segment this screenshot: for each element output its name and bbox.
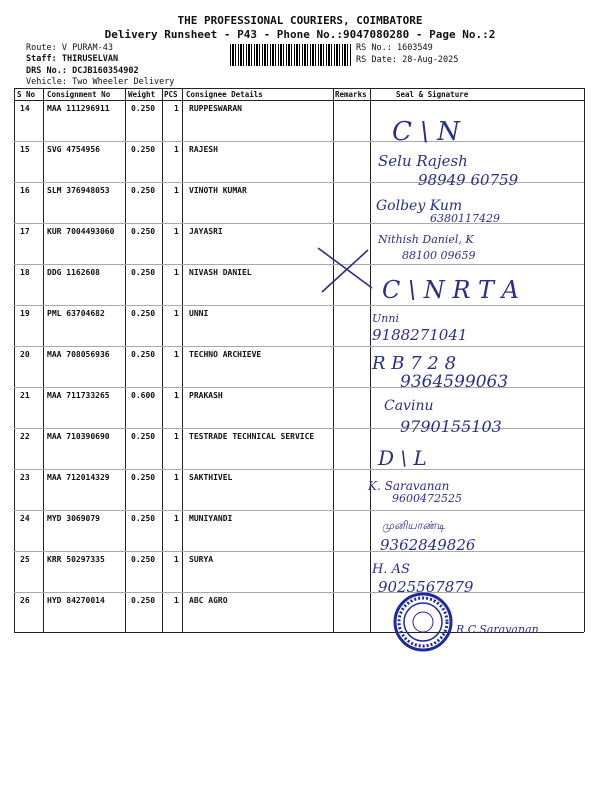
- cell-weight: 0.250: [131, 309, 156, 318]
- cell-consignment: MYD 3069079: [47, 514, 100, 523]
- cell-pcs: 1: [174, 227, 179, 236]
- cell-consignee: PRAKASH: [189, 391, 223, 400]
- row-separator: [14, 510, 584, 511]
- cell-pcs: 1: [174, 309, 179, 318]
- cell-pcs: 1: [174, 514, 179, 523]
- company-title: THE PROFESSIONAL COURIERS, COIMBATORE: [177, 14, 423, 27]
- col-header-seal: Seal & Signature: [396, 90, 469, 99]
- cell-weight: 0.250: [131, 227, 156, 236]
- table-bottom-border: [14, 632, 584, 633]
- rs-date-value: 28-Aug-2025: [402, 55, 459, 65]
- cell-sno: 25: [20, 555, 30, 564]
- staff-line: [26, 54, 118, 64]
- cell-consignee: ABC AGRO: [189, 596, 228, 605]
- cell-sno: 16: [20, 186, 30, 195]
- col-header-consignment: Consignment No: [47, 90, 111, 99]
- cell-weight: 0.250: [131, 350, 156, 359]
- cell-weight: 0.250: [131, 186, 156, 195]
- handwriting-row23-phone: 9600472525: [392, 492, 462, 505]
- drs-value: DCJB160354902: [72, 66, 139, 76]
- cell-pcs: 1: [174, 473, 179, 482]
- row-separator: [14, 264, 584, 265]
- row-separator: [14, 592, 584, 593]
- runsheet-subtitle: Delivery Runsheet - P43 - Phone No.:9047080280 - Page No.:2: [104, 28, 496, 41]
- row-separator: [14, 469, 584, 470]
- cell-consignee: SAKTHIVEL: [189, 473, 233, 482]
- route-line: [26, 43, 113, 53]
- rs-date-label: RS Date:: [356, 55, 397, 65]
- handwriting-row20-name: R B 7 2 8: [372, 353, 457, 374]
- cell-pcs: 1: [174, 104, 179, 113]
- cell-consignment: SLM 376948053: [47, 186, 110, 195]
- cell-weight: 0.250: [131, 145, 156, 154]
- handwriting-row18: C \ N R T A: [382, 276, 520, 304]
- handwriting-row17-phone: 88100 09659: [402, 249, 476, 262]
- cell-sno: 18: [20, 268, 30, 277]
- cell-consignment: KRR 50297335: [47, 555, 105, 564]
- cell-weight: 0.250: [131, 596, 156, 605]
- handwriting-row24-phone: 9362849826: [380, 536, 476, 554]
- handwriting-row20-phone: 9364599063: [400, 372, 509, 392]
- cell-pcs: 1: [174, 145, 179, 154]
- cell-consignee: RAJESH: [189, 145, 218, 154]
- cell-sno: 19: [20, 309, 30, 318]
- vehicle-value: Two Wheeler Delivery: [72, 77, 175, 87]
- cell-consignment: MAA 710390690: [47, 432, 110, 441]
- cell-weight: 0.250: [131, 514, 156, 523]
- cell-sno: 23: [20, 473, 30, 482]
- cell-consignee: JAYASRI: [189, 227, 223, 236]
- vehicle-line: [26, 77, 174, 87]
- col-header-consignee: Consignee Details: [186, 90, 263, 99]
- cell-sno: 14: [20, 104, 30, 113]
- cell-consignment: DDG 1162608: [47, 268, 100, 277]
- col-header-pcs: PCS: [164, 90, 178, 99]
- handwriting-row16-name: Golbey Kum: [376, 198, 463, 214]
- handwriting-row14: C \ N: [392, 117, 460, 147]
- handwriting-row15-name: Selu Rajesh: [378, 152, 468, 170]
- drs-line: [26, 66, 139, 76]
- cell-consignment: MAA 708056936: [47, 350, 110, 359]
- cell-weight: 0.250: [131, 555, 156, 564]
- handwriting-row23-name: K. Saravanan: [368, 479, 450, 493]
- handwriting-row26: R.C.Saravanan: [456, 623, 539, 636]
- cell-weight: 0.250: [131, 104, 156, 113]
- col-header-weight: Weight: [128, 90, 156, 99]
- col-header-remarks: Remarks: [335, 90, 367, 99]
- handwriting-row21-name: Cavinu: [384, 398, 434, 414]
- cross-mark-row18: [318, 248, 372, 292]
- row-separator: [14, 428, 584, 429]
- cell-sno: 26: [20, 596, 30, 605]
- handwriting-row15-phone: 98949 60759: [418, 171, 519, 189]
- row-separator: [14, 346, 584, 347]
- cell-pcs: 1: [174, 350, 179, 359]
- row-separator: [14, 387, 584, 388]
- handwriting-row25-phone: 9025567879: [378, 578, 474, 596]
- cell-consignee: UNNI: [189, 309, 209, 318]
- cell-pcs: 1: [174, 186, 179, 195]
- cell-pcs: 1: [174, 432, 179, 441]
- handwriting-row17-name: Nithish Daniel, K: [378, 233, 474, 246]
- cell-consignee: MUNIYANDI: [189, 514, 233, 523]
- handwriting-row22: D \ L: [378, 446, 427, 470]
- cell-pcs: 1: [174, 391, 179, 400]
- row-separator: [14, 182, 584, 183]
- handwriting-row25-name: H. AS: [372, 562, 410, 577]
- vehicle-label: Vehicle:: [26, 77, 67, 87]
- handwriting-row21-phone: 9790155103: [400, 417, 502, 436]
- row-separator: [14, 141, 584, 142]
- cell-consignment: HYD 84270014: [47, 596, 105, 605]
- handwriting-row16-phone: 6380117429: [430, 212, 500, 225]
- row-separator: [14, 551, 584, 552]
- route-value: V PURAM-43: [61, 43, 114, 53]
- row-separator: [14, 305, 584, 306]
- cell-pcs: 1: [174, 268, 179, 277]
- drs-label: DRS No.:: [26, 66, 67, 76]
- cell-consignment: MAA 111296911: [47, 104, 110, 113]
- cell-sno: 22: [20, 432, 30, 441]
- handwriting-row19-phone: 9188271041: [372, 326, 468, 344]
- rs-date-line: [356, 55, 458, 65]
- cell-consignee: SURYA: [189, 555, 214, 564]
- table-top-border: [14, 88, 584, 89]
- cell-consignment: SVG 4754956: [47, 145, 100, 154]
- cell-weight: 0.250: [131, 268, 156, 277]
- cell-consignment: MAA 712014329: [47, 473, 110, 482]
- cell-sno: 21: [20, 391, 30, 400]
- cell-consignee: VINOTH KUMAR: [189, 186, 247, 195]
- route-label: Route:: [26, 43, 57, 53]
- cell-sno: 15: [20, 145, 30, 154]
- handwriting-row24-name: முனியாண்டி: [382, 519, 446, 532]
- cell-pcs: 1: [174, 555, 179, 564]
- staff-value: THIRUSELVAN: [61, 54, 119, 64]
- cell-consignee: TESTRADE TECHNICAL SERVICE: [189, 432, 315, 441]
- cell-consignment: MAA 711733265: [47, 391, 110, 400]
- cell-consignment: KUR 7004493060: [47, 227, 115, 236]
- cell-weight: 0.250: [131, 432, 156, 441]
- cell-consignee: RUPPESWARAN: [189, 104, 242, 113]
- table-header-border: [14, 100, 584, 101]
- company-seal-stamp: [395, 594, 451, 650]
- barcode-image: [230, 44, 352, 66]
- cell-sno: 20: [20, 350, 30, 359]
- cell-sno: 17: [20, 227, 30, 236]
- col-header-sno: S No: [17, 90, 36, 99]
- rs-no-label: RS No.:: [356, 43, 392, 53]
- rs-no-line: [356, 43, 433, 53]
- cell-weight: 0.250: [131, 473, 156, 482]
- staff-label: Staff:: [26, 54, 57, 64]
- row-separator: [14, 223, 584, 224]
- cell-consignee: TECHNO ARCHIEVE: [189, 350, 262, 359]
- handwriting-row19-name: Unni: [372, 312, 399, 325]
- cell-consignment: PML 63704682: [47, 309, 105, 318]
- cell-weight: 0.600: [131, 391, 156, 400]
- cell-consignee: NIVASH DANIEL: [189, 268, 252, 277]
- cell-sno: 24: [20, 514, 30, 523]
- cell-pcs: 1: [174, 596, 179, 605]
- col-border-right: [584, 88, 585, 632]
- rs-no-value: 1603549: [396, 43, 433, 53]
